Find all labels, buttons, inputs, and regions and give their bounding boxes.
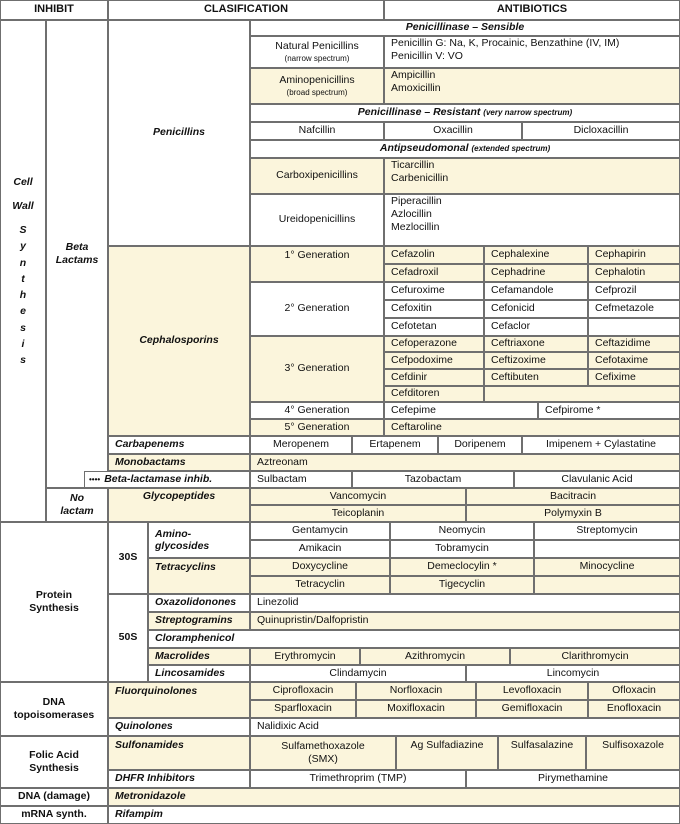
group-folic-acid-synthesis — [0, 736, 108, 788]
amino-spectrum-label: (broad spectrum) — [286, 87, 348, 97]
drug-cell: Aztreonam — [250, 454, 680, 471]
drug-cell: Sulfisoxazole — [586, 736, 680, 770]
drug-cell: Mezlocillin — [391, 221, 440, 234]
drug-cell: Ag Sulfadiazine — [396, 736, 498, 770]
drug-cell: Tigecyclin — [390, 576, 534, 594]
drug-cell: Cefepime — [384, 402, 538, 419]
dna-label: DNA — [42, 695, 66, 708]
drug-cell: Cefotetan — [384, 318, 484, 336]
synthesis-letter: s — [20, 321, 26, 334]
drug-cell: Linezolid — [250, 594, 680, 612]
group-protein-synthesis — [0, 522, 108, 682]
carboxipenicillins-label: Carboxipenicillins — [250, 158, 384, 194]
aminopenicillins — [250, 68, 384, 104]
synthesis-letter: e — [20, 305, 26, 318]
ureidopenicillins-label: Ureidopenicillins — [250, 194, 384, 246]
penicillinase-sensible-header: Penicillinase – Sensible — [250, 20, 680, 36]
drug-cell: Ofloxacin — [588, 682, 680, 700]
aminopenicillins-drugs — [384, 68, 680, 104]
cell-label: Cell — [13, 175, 33, 188]
class-oxazolidinones: Oxazolidonones — [148, 594, 250, 612]
group-cell-wall-synthesis — [0, 20, 46, 522]
natural-penicillins-drugs — [384, 36, 680, 68]
synthesis-letter: n — [19, 256, 27, 269]
drug-cell: Lincomycin — [466, 665, 680, 682]
drug-cell: Cefdinir — [384, 369, 484, 386]
natural-penicillins-label: Natural Penicillins — [275, 40, 359, 53]
drug-cell — [250, 736, 396, 770]
group-dna-topoisomerases — [0, 682, 108, 736]
class-quinolones: Quinolones — [108, 718, 250, 736]
group-dna-damage: DNA (damage) — [0, 788, 108, 806]
drug-cell: Demeclocylin * — [390, 558, 534, 576]
synthesis-letter: h — [19, 289, 27, 302]
drug-cell: Clavulanic Acid — [514, 471, 680, 488]
drug-cell: Cefoperazone — [384, 336, 484, 352]
synthesis-letter: s — [20, 354, 26, 367]
class-dhfr-inhibitors: DHFR Inhibitors — [108, 770, 250, 788]
drug-cell: Sulbactam — [250, 471, 352, 488]
drug-cell: Cefamandole — [484, 282, 588, 300]
synthesis-letter: S — [19, 224, 27, 237]
drug-cell: Tobramycin — [390, 540, 534, 558]
lactam-label: lactam — [60, 505, 94, 517]
drug-cell: Bacitracin — [466, 488, 680, 505]
drug-cell: Neomycin — [390, 522, 534, 540]
drug-cell: Ceftriaxone — [484, 336, 588, 352]
drug-cell: Gentamycin — [250, 522, 390, 540]
drug-cell: Polymyxin B — [466, 505, 680, 522]
class-lincosamides: Lincosamides — [148, 665, 250, 682]
class-sulfonamides: Sulfonamides — [108, 736, 250, 770]
drug-cell: Cefpodoxime — [384, 352, 484, 369]
drug-cell: Minocycline — [534, 558, 680, 576]
class-fluoroquinolones: Fluorquinolones — [108, 682, 250, 718]
drug-cell: Gemifloxacin — [476, 700, 588, 718]
beta-lactamase-label: Beta-lactamase inhib. — [104, 472, 213, 485]
no-label: No — [70, 491, 84, 504]
drug-cell: Levofloxacin — [476, 682, 588, 700]
ureidopenicillins-drugs — [384, 194, 680, 246]
resistant-label: Penicillinase – Resistant — [357, 106, 481, 119]
antipseudomonal-header — [250, 140, 680, 158]
drug-cell: Ceftaroline — [384, 419, 680, 436]
natural-spectrum-label: (narrow spectrum) — [284, 53, 350, 63]
protein-synthesis-label: Synthesis — [29, 602, 79, 614]
class-monobactams: Monobactams — [108, 454, 250, 471]
topoisomerases-label: topoisomerases — [13, 709, 95, 721]
drug-cell: Cephalotin — [588, 264, 680, 282]
class-streptogramins: Streptogramins — [148, 612, 250, 630]
drug-cell: Ceftazidime — [588, 336, 680, 352]
drug-cell: Cefuroxime — [384, 282, 484, 300]
class-beta-lactamase-inhibitors — [84, 471, 250, 488]
class-metronidazole: Metronidazole — [108, 788, 680, 806]
header-classification: CLASIFICATION — [108, 0, 384, 20]
ribosome-30s: 30S — [108, 522, 148, 594]
header-inhibit: INHIBIT — [0, 0, 108, 20]
class-chloramphenicol: Cloramphenicol — [148, 630, 680, 648]
drug-cell: Norfloxacin — [356, 682, 476, 700]
class-tetracyclins: Tetracyclins — [148, 558, 250, 594]
resistant-spectrum-label: (very narrow spectrum) — [483, 108, 573, 117]
drug-cell: Cefixime — [588, 369, 680, 386]
drug-cell: Nafcillin — [250, 122, 384, 140]
carboxipenicillins-drugs — [384, 158, 680, 194]
empty-cell — [534, 576, 680, 594]
empty-cell — [588, 318, 680, 336]
header-antibiotics: ANTIBIOTICS — [384, 0, 680, 20]
drug-cell: Cephalexine — [484, 246, 588, 264]
drug-cell: Azlocillin — [391, 208, 432, 221]
drug-cell: Vancomycin — [250, 488, 466, 505]
class-macrolides: Macrolides — [148, 648, 250, 665]
class-carbapenems: Carbapenems — [108, 436, 250, 454]
drug-cell: Ticarcillin — [391, 159, 435, 171]
aminopenicillins-label: Aminopenicillins — [279, 74, 355, 87]
lactams-label: Lactams — [55, 254, 99, 266]
drug-cell: Moxifloxacin — [356, 700, 476, 718]
drug-cell: Penicillin V: VO — [391, 50, 463, 63]
drug-cell: Dicloxacillin — [522, 122, 680, 140]
generation-2-label: 2° Generation — [250, 282, 384, 336]
drug-cell: Clarithromycin — [510, 648, 680, 665]
drug-cell: Cefazolin — [384, 246, 484, 264]
antipseudomonal-label: Antipseudomonal — [379, 142, 469, 155]
drug-cell: Ertapenem — [352, 436, 438, 454]
generation-3-label: 3° Generation — [250, 336, 384, 402]
drug-cell: Cefprozil — [588, 282, 680, 300]
drug-cell: Imipenem + Cylastatine — [522, 436, 680, 454]
class-penicillins: Penicillins — [108, 20, 250, 246]
antipseudomonal-spectrum-label: (extended spectrum) — [471, 144, 551, 153]
generation-5-label: 5° Generation — [250, 419, 384, 436]
drug-cell: Trimethroprim (TMP) — [250, 770, 466, 788]
drug-cell: Tetracyclin — [250, 576, 390, 594]
drug-cell: Nalidixic Acid — [250, 718, 680, 736]
drug-cell: Ceftibuten — [484, 369, 588, 386]
drug-cell: Clindamycin — [250, 665, 466, 682]
group-mrna-synthesis: mRNA synth. — [0, 806, 108, 824]
protein-label: Protein — [35, 588, 73, 601]
drug-name: Sulfamethoxazole — [281, 739, 365, 752]
drug-cell: Cefditoren — [384, 386, 484, 402]
drug-cell: Cefotaxime — [588, 352, 680, 369]
drug-cell: Sparfloxacin — [250, 700, 356, 718]
synthesis-letter: t — [21, 272, 25, 285]
aminoglycosides-label-1: Amino- — [155, 527, 192, 540]
drug-cell: Penicillin G: Na, K, Procainic, Benzathine (IV, IM) — [391, 37, 620, 49]
generation-1-label: 1° Generation — [250, 246, 384, 282]
drug-cell: Streptomycin — [534, 522, 680, 540]
drug-cell: Cefadroxil — [384, 264, 484, 282]
drug-cell: Erythromycin — [250, 648, 360, 665]
beta-label: Beta — [65, 240, 89, 253]
wall-label: Wall — [12, 199, 34, 212]
drug-cell: Doxycycline — [250, 558, 390, 576]
empty-cell — [534, 540, 680, 558]
drug-cell: Tazobactam — [352, 471, 514, 488]
class-rifampim: Rifampim — [108, 806, 680, 824]
group-no-lactam — [46, 488, 108, 522]
drug-cell: Amikacin — [250, 540, 390, 558]
drug-cell: Ampicillin — [391, 69, 436, 81]
empty-cell — [484, 386, 680, 402]
drug-cell: Ceftizoxime — [484, 352, 588, 369]
drug-cell: Pirymethamine — [466, 770, 680, 788]
drug-cell: Cephapirin — [588, 246, 680, 264]
drug-cell: Ciprofloxacin — [250, 682, 356, 700]
drug-cell: Cefmetazole — [588, 300, 680, 318]
drug-cell: Cephadrine — [484, 264, 588, 282]
drug-cell: Teicoplanin — [250, 505, 466, 522]
class-glycopeptides: Glycopeptides — [108, 488, 250, 522]
folic-label: Folic Acid — [29, 748, 79, 761]
drug-cell: Cefpirome * — [538, 402, 680, 419]
drug-cell: Amoxicillin — [391, 82, 441, 95]
class-cephalosporins: Cephalosporins — [108, 246, 250, 436]
folic-synthesis-label: Synthesis — [29, 762, 79, 774]
natural-penicillins — [250, 36, 384, 68]
drug-cell: Doripenem — [438, 436, 522, 454]
synthesis-letter: i — [21, 337, 25, 350]
drug-cell: Sulfasalazine — [498, 736, 586, 770]
group-beta-lactams — [46, 20, 108, 488]
bullet-marker: •••• — [89, 474, 101, 484]
drug-cell: Azithromycin — [360, 648, 510, 665]
synthesis-letter: y — [20, 240, 26, 253]
drug-cell: Oxacillin — [384, 122, 522, 140]
drug-abbreviation: (SMX) — [308, 753, 338, 765]
drug-cell: Cefoxitin — [384, 300, 484, 318]
drug-cell: Piperacillin — [391, 195, 442, 207]
generation-4-label: 4° Generation — [250, 402, 384, 419]
ribosome-50s: 50S — [108, 594, 148, 682]
drug-cell: Quinupristin/Dalfopristin — [250, 612, 680, 630]
penicillinase-resistant-header — [250, 104, 680, 122]
class-aminoglycosides — [148, 522, 250, 558]
drug-cell: Enofloxacin — [588, 700, 680, 718]
drug-cell: Meropenem — [250, 436, 352, 454]
drug-cell: Carbenicillin — [391, 172, 449, 185]
drug-cell: Cefaclor — [484, 318, 588, 336]
aminoglycosides-label-2: glycosides — [155, 540, 210, 552]
drug-cell: Cefonicid — [484, 300, 588, 318]
